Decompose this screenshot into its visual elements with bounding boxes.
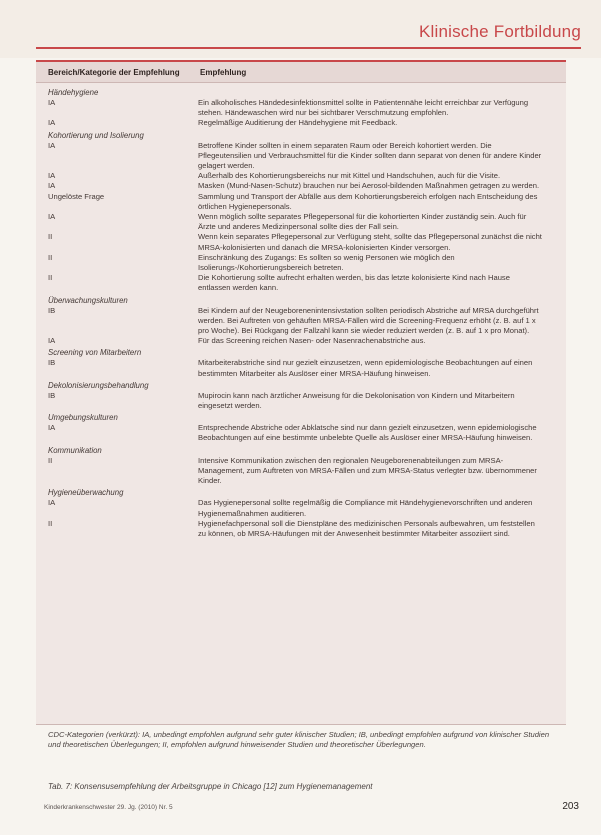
row-recommendation: Sammlung und Transport der Abfälle aus dem Kohortierungsbereich erfolgen nach Entscheidung des örtlichen Hygienepersonals. [198,191,538,211]
row-category: IA [48,171,56,181]
table-row [36,118,566,128]
row-category: IA [48,98,56,107]
table-row [36,273,566,293]
row-category: IA [48,181,56,191]
section-title: Screening von Mitarbeitern [48,348,142,358]
table-row [36,253,566,273]
table-row [36,423,566,443]
table-body [36,83,566,539]
table-row [36,358,566,378]
row-category: IA [48,336,56,346]
row-category: IA [48,140,56,150]
table-footnote: CDC-Kategorien (verkürzt): IA, unbedingt empfohlen aufgrund sehr guter klinischer Studien; IB, unbedingt empfohlen aufgrund von klinischer Studien und theoretischen Überlegungen; II, empfohlen aufgrund hinweisender Studien und theoretischer Überlegungen. [36,724,566,750]
row-recommendation: Für das Screening reichen Nasen- oder Nasenrachenabstriche aus. [198,336,426,346]
row-recommendation: Mitarbeiterabstriche sind nur gezielt einzusetzen, wenn epidemiologische Beobachtungen auf einen bestimmten Mitarbeiter als Auslöser einer MRSA-Häufung hinweisen. [198,358,533,378]
header-divider [36,47,581,49]
column-header-category: Bereich/Kategorie der Empfehlung [48,67,180,77]
table-row [36,456,566,487]
row-recommendation: Außerhalb des Kohortierungsbereichs nur mit Kittel und Handschuhen, auch für die Visite. [198,171,501,181]
row-category: IB [48,305,56,315]
row-recommendation: Mupirocin kann nach ärztlicher Anweisung für die Dekolonisation von Kindern und Mitarbeitern eingesetzt werden. [198,390,515,411]
row-recommendation: Entsprechende Abstriche oder Abklatsche sind nur dann gezielt einzusetzen, wenn epidemiologische Beobachtungen auf eine bestimmte unbelebte Quelle als Auslöser einer MRSA-Häufung hinweisen. [198,423,537,443]
section-title: Kohortierung und Isolierung [48,130,144,140]
row-category: II [48,252,53,262]
section-title: Händehygiene [48,88,99,97]
row-category: II [48,518,53,528]
row-category: IB [48,358,56,368]
journal-footer: Kinderkrankenschwester 29. Jg. (2010) Nr. 5 [44,804,173,811]
table-row [36,498,566,518]
row-recommendation: Betroffene Kinder sollten in einem separaten Raum oder Bereich kohortiert werden. Die Pflegeutensilien und Verbrauchsmittel für die Kinder sollten dann separat von denen für andere Kinder gelagert werden. [198,140,542,171]
row-category: II [48,232,53,242]
row-recommendation: Masken (Mund-Nasen-Schutz) brauchen nur bei Aerosol-bildenden Maßnahmen getragen zu werden. [198,181,540,191]
table-row [36,306,566,337]
row-category: IA [48,498,56,508]
row-category: II [48,273,53,283]
row-recommendation: Die Kohortierung sollte aufrecht erhalten werden, bis das letzte kolonisierte Kind nach Hause entlassen werden kann. [198,273,510,293]
recommendation-table [36,60,566,725]
row-recommendation: Regelmäßige Auditierung der Händehygiene mit Feedback. [198,118,398,128]
row-recommendation: Hygienefachpersonal soll die Dienstpläne des medizinischen Personals aufbewahren, um feststellen zu können, ob MRSA-Häufungen mit der Anwesenheit bestimmter Mitarbeiter assoziiert sind. [198,518,535,538]
row-category: IB [48,390,56,400]
section-title: Kommunikation [48,445,102,455]
table-header-row [36,62,566,83]
row-recommendation: Wenn kein separates Pflegepersonal zur Verfügung steht, sollte das Pflegepersonal zunächst die nicht MRSA-kolonisierten und danach die MRSA-kolonisierten Kinder versorgen. [198,232,542,252]
column-header-recommendation: Empfehlung [200,67,247,77]
table-row [36,98,566,118]
table-row [36,192,566,212]
table-row [36,519,566,539]
table-row [36,171,566,181]
row-recommendation: Ein alkoholisches Händedesinfektionsmittel sollte in Patientennähe leicht erreichbar zur Verfügung stehen. Händewaschen wird nur bei sichtbarer Verschmutzung empfohlen. [198,98,529,118]
table-row [36,336,566,346]
section-title: Überwachungskulturen [48,295,128,305]
row-category: IA [48,118,56,128]
row-recommendation: Bei Kindern auf der Neugeborenenintensivstation sollten periodisch Abstriche auf MRSA durchgeführt werden. Bei Auftreten von gehäuften MRSA-Fällen wird die Screening-Frequenz erhöht (z. B. auf 1 x pro Woche). Bei Rückgang der Fallzahl kann sie wieder reduziert werden (z. B. auf 1 x pro Monat). [198,305,539,336]
row-recommendation: Intensive Kommunikation zwischen den regionalen Neugeborenenabteilungen zum MRSA-Management, zum Auftreten von MRSA-Fällen und zum MRSA-Status verlegter bzw. übernommener Kinder. [198,455,537,486]
section-title: Dekolonisierungsbehandlung [48,380,149,390]
table-row [36,212,566,232]
page-number: 203 [562,801,579,812]
row-category: IA [48,212,56,222]
table-row [36,391,566,411]
row-category: II [48,455,53,465]
row-recommendation: Wenn möglich sollte separates Pflegepersonal für die kohortierten Kinder zuständig sein. Auch für Ärzte und anderes Medizinpersonal sollte dies der Fall sein. [198,212,527,232]
section-title: Umgebungskulturen [48,413,118,423]
table-row [36,141,566,172]
table-row [36,232,566,252]
row-recommendation: Einschränkung des Zugangs: Es sollten so wenig Personen wie möglich den Isolierungs-/Kohortierungsbereich betreten. [198,252,455,273]
page-section-title: Klinische Fortbildung [418,22,581,41]
row-category: Ungelöste Frage [48,191,105,201]
table-row [36,181,566,191]
row-category: IA [48,423,56,433]
figure-caption: Tab. 7: Konsensusempfehlung der Arbeitsgruppe in Chicago [12] zum Hygienemanagement [48,782,373,791]
row-recommendation: Das Hygienepersonal sollte regelmäßig die Compliance mit Händehygienevorschriften und anderen Hygienemaßnahmen auditieren. [198,498,533,518]
section-title: Hygieneüberwachung [48,488,124,498]
